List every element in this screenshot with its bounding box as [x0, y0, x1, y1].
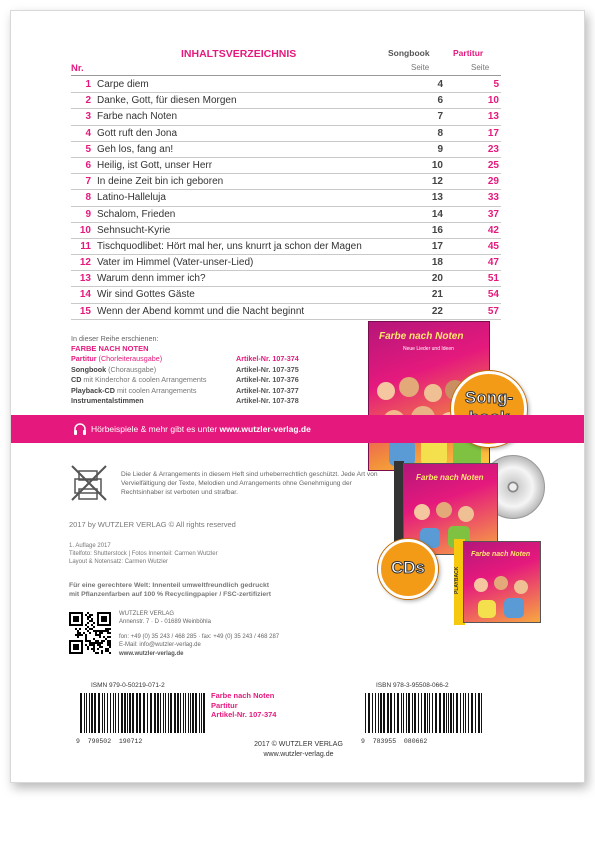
toc-partitur-page: 45	[487, 240, 499, 252]
product-info-article: Artikel-Nr. 107-374	[211, 710, 277, 719]
toc-song-title: Wenn der Abend kommt und die Nacht beginnt	[97, 305, 305, 317]
toc-row	[71, 93, 501, 109]
series-item-name: Songbook	[71, 364, 107, 374]
toc-number: 6	[85, 159, 91, 171]
toc-row	[71, 207, 501, 223]
toc-row	[71, 142, 501, 158]
toc-song-title: Geh los, fang an!	[97, 143, 174, 155]
product-info-title: Farbe nach Noten	[211, 691, 275, 700]
toc-partitur-page: 51	[487, 273, 499, 285]
toc-songbook-page: 20	[431, 273, 443, 285]
eco-statement	[69, 581, 271, 599]
toc-partitur-page: 13	[487, 111, 499, 123]
series-item-name: Partitur	[71, 354, 97, 363]
publisher-name: WUTZLER VERLAG	[119, 611, 175, 617]
toc-row	[71, 271, 501, 287]
cd-cover-title: Farbe nach Noten	[416, 473, 484, 482]
toc-row	[71, 255, 501, 271]
product-info-edition: Partitur	[211, 700, 238, 710]
footer-website[interactable]: www.wutzler-verlag.de	[263, 751, 334, 758]
toc-songbook-page: 4	[437, 79, 443, 90]
layout-credit-line: Layout & Notensatz: Carmen Wutzler	[69, 559, 168, 565]
toc-partitur-page: 25	[487, 159, 499, 171]
toc-row	[71, 239, 501, 255]
headphones-icon	[73, 422, 87, 436]
column-header-songbook: Songbook	[388, 48, 430, 58]
toc-partitur-page: 29	[487, 176, 499, 188]
publisher-contact	[119, 610, 279, 658]
songbook-badge-line1: Song-	[464, 388, 514, 407]
toc-partitur-page: 17	[487, 127, 499, 139]
footer	[11, 740, 585, 760]
toc-song-title: Farbe nach Noten	[97, 111, 178, 123]
toc-song-title: Latino-Halleluja	[97, 192, 166, 204]
toc-songbook-page: 21	[431, 289, 443, 301]
toc-songbook-page: 9	[437, 143, 443, 155]
series-item-article: Artikel-Nr. 107-376	[236, 375, 299, 385]
banner-text	[91, 424, 311, 434]
column-subheader-seite-songbook: Seite	[411, 63, 430, 72]
publisher-email[interactable]: E-Mail: info@wutzler-verlag.de	[119, 642, 201, 649]
toc-number: 5	[85, 143, 91, 155]
column-header-number: Nr.	[71, 63, 84, 74]
eco-line-1: Für eine gerechtere Welt: Innenteil umweltfreundlich gedruckt	[69, 582, 270, 589]
series-title: FARBE NACH NOTEN	[71, 344, 149, 353]
series-item	[71, 386, 341, 397]
toc-songbook-page: 18	[431, 257, 443, 269]
toc-number: 10	[79, 224, 91, 236]
toc-partitur-page: 5	[493, 79, 499, 90]
series-item-description: mit Kinderchor & coolen Arrangements	[81, 375, 207, 385]
toc-row	[71, 190, 501, 206]
toc-song-title: Gott ruft den Jona	[97, 127, 178, 139]
no-copy-icon	[69, 463, 109, 503]
isbn-label: ISBN 978-3-95508-066-2	[376, 682, 449, 689]
toc-song-title: Heilig, ist Gott, unser Herr	[97, 159, 213, 171]
toc-number: 15	[79, 305, 91, 317]
toc-song-title: Carpe diem	[97, 79, 149, 90]
toc-song-title: Tischquodlibet: Hört mal her, uns knurrt ja schon der Magen	[97, 240, 362, 252]
toc-songbook-page: 6	[437, 95, 443, 107]
publisher-phone: fon: +49 (0) 35 243 / 468 285 · fax: +49 (0) 35 243 / 468 287	[119, 633, 280, 640]
publisher-website[interactable]: www.wutzler-verlag.de	[119, 650, 184, 657]
isbn-barcode-digits: 9 783955 080662	[361, 738, 428, 745]
playback-cd-title: Farbe nach Noten	[471, 551, 531, 558]
toc-partitur-page: 37	[487, 208, 499, 220]
series-item	[71, 396, 341, 407]
songbook-cover-title: Farbe nach Noten	[379, 331, 464, 342]
ismn-barcode	[76, 693, 208, 745]
toc-partitur-page: 54	[487, 289, 499, 301]
toc-partitur-page: 57	[487, 305, 499, 317]
toc-row	[71, 109, 501, 125]
footer-copyright: 2017 © WUTZLER VERLAG	[254, 741, 343, 748]
series-item-description: (Chorausgabe)	[106, 364, 157, 374]
publisher-address: Annenstr. 7 · D - 01689 Weinböhla	[119, 619, 211, 626]
toc-row	[71, 223, 501, 239]
toc-partitur-page: 47	[487, 257, 499, 269]
toc-number: 13	[79, 273, 91, 285]
toc-number: 7	[85, 176, 91, 188]
toc-song-title: Vater im Himmel (Vater-unser-Lied)	[97, 257, 254, 269]
photo-credit-line: Titelfoto: Shutterstock | Fotos Innenteil: Carmen Wutzler	[69, 551, 218, 557]
ismn-barcode-digits: 9 790502 190712	[76, 738, 143, 745]
toc-table	[71, 77, 501, 320]
toc-song-title: In deine Zeit bin ich geboren	[97, 176, 224, 188]
toc-songbook-page: 7	[437, 111, 443, 123]
ismn-label: ISMN 979-0-50219-071-2	[91, 682, 165, 689]
banner-url-link[interactable]: www.wutzler-verlag.de	[219, 424, 311, 434]
series-item-description: mit coolen Arrangements	[114, 385, 197, 395]
toc-song-title: Schalom, Frieden	[97, 208, 176, 220]
toc-partitur-page: 33	[487, 192, 499, 204]
cds-badge	[378, 539, 438, 599]
product-info	[211, 691, 276, 720]
isbn-barcode	[361, 693, 486, 745]
toc-number: 14	[79, 289, 91, 301]
edition-line: 1. Auflage 2017	[69, 543, 111, 549]
series-item-article: Artikel-Nr. 107-378	[236, 396, 299, 406]
series-item	[71, 375, 341, 386]
toc-header-divider	[71, 75, 501, 76]
playback-label: PLAYBACK	[454, 566, 460, 594]
toc-song-title: Sehnsucht-Kyrie	[97, 224, 171, 236]
toc-title: INHALTSVERZEICHNIS	[181, 48, 297, 60]
series-intro: In dieser Reihe erschienen:	[71, 334, 159, 343]
toc-number: 11	[80, 240, 91, 252]
toc-row	[71, 158, 501, 174]
toc-songbook-page: 22	[431, 305, 443, 317]
series-item-name: CD	[71, 375, 82, 385]
toc-songbook-page: 17	[431, 240, 443, 252]
back-cover-page	[10, 10, 585, 783]
toc-row	[71, 126, 501, 142]
toc-partitur-page: 10	[487, 95, 499, 107]
toc-song-title: Warum denn immer ich?	[97, 273, 206, 285]
series-item-article: Artikel-Nr. 107-377	[236, 385, 299, 395]
series-item	[71, 354, 341, 365]
toc-number: 4	[85, 127, 91, 139]
series-item-article: Artikel-Nr. 107-374	[236, 354, 299, 363]
copyright-notice: Die Lieder & Arrangements in diesem Heft sind urheberrechtlich geschützt. Jede Art von Vervielfältigung der Texte, Melodien und Arrangements ohne Genehmigung der Rechtsinhaber ist verboten und strafbar.	[121, 471, 378, 496]
series-item-article: Artikel-Nr. 107-375	[236, 364, 299, 374]
eco-line-2: mit Pflanzenfarben auf 100 % Recyclingpapier / FSC-zertifiziert	[69, 591, 272, 598]
toc-row	[71, 174, 501, 190]
toc-number: 8	[85, 192, 91, 204]
toc-row	[71, 304, 501, 320]
toc-row	[71, 287, 501, 303]
cds-badge-text: CDs	[390, 558, 425, 577]
toc-row	[71, 77, 501, 93]
toc-number: 1	[85, 79, 91, 90]
column-header-partitur: Partitur	[453, 48, 484, 58]
toc-number: 9	[85, 208, 91, 220]
toc-number: 2	[85, 95, 91, 107]
series-item-name: Playback-CD	[71, 385, 115, 395]
toc-number: 12	[79, 257, 91, 269]
qr-code	[69, 612, 111, 654]
toc-songbook-page: 16	[431, 224, 443, 236]
toc-songbook-page: 13	[431, 192, 443, 204]
toc-number: 3	[85, 111, 91, 123]
series-item-name: Instrumentalstimmen	[71, 396, 144, 406]
series-item-description: (Chorleiterausgabe)	[96, 354, 163, 363]
banner-text-prefix: Hörbeispiele & mehr gibt es unter	[91, 424, 220, 434]
toc-songbook-page: 10	[431, 159, 443, 171]
series-item	[71, 365, 341, 376]
songbook-cover-subtitle: Neue Lieder und Ideen	[403, 346, 454, 352]
toc-songbook-page: 14	[431, 208, 443, 220]
toc-songbook-page: 12	[431, 176, 443, 188]
toc-song-title: Danke, Gott, für diesen Morgen	[97, 95, 237, 107]
copyright-line: 2017 by WUTZLER VERLAG © All rights reserved	[69, 520, 236, 529]
toc-partitur-page: 42	[487, 224, 499, 236]
edition-credits	[69, 542, 218, 566]
column-subheader-seite-partitur: Seite	[471, 63, 490, 72]
toc-partitur-page: 23	[487, 143, 499, 155]
series-list	[71, 334, 341, 407]
toc-songbook-page: 8	[437, 127, 443, 139]
toc-song-title: Wir sind Gottes Gäste	[97, 289, 195, 301]
